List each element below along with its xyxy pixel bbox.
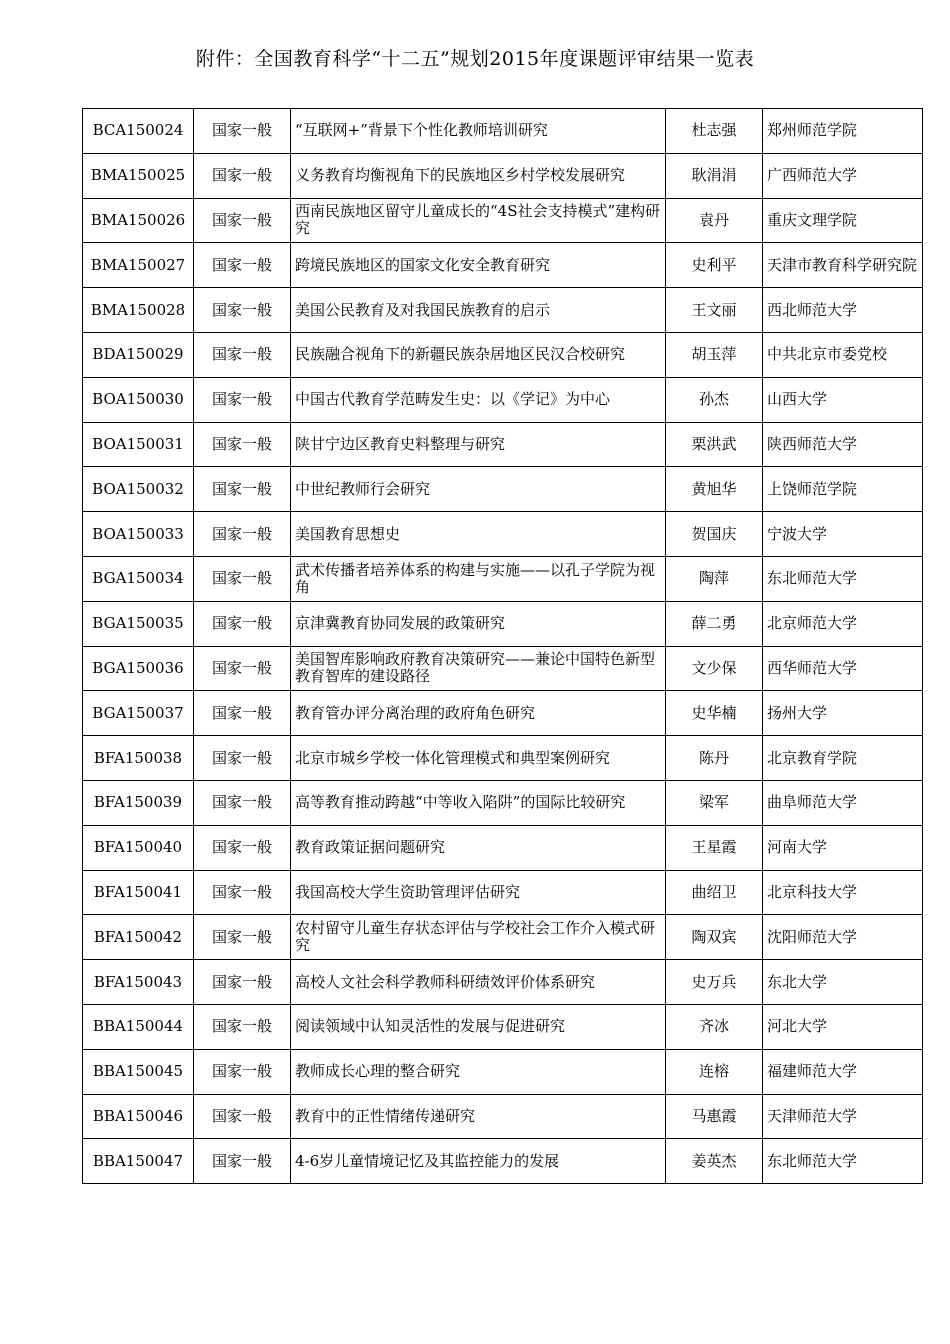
investigator-cell: 王星霞 [666,825,763,870]
investigator-cell: 史华楠 [666,691,763,736]
category-cell: 国家一般 [194,109,291,154]
category-cell: 国家一般 [194,422,291,467]
investigator-cell: 薛二勇 [666,601,763,646]
project-code-cell: BDA150029 [83,332,194,377]
project-title-cell: 美国公民教育及对我国民族教育的启示 [291,288,666,333]
project-code-cell: BFA150041 [83,870,194,915]
project-title-cell: 高校人文社会科学教师科研绩效评价体系研究 [291,960,666,1005]
investigator-cell: 陈丹 [666,736,763,781]
category-cell: 国家一般 [194,870,291,915]
organization-cell: 郑州师范学院 [763,109,923,154]
organization-cell: 北京师范大学 [763,601,923,646]
project-code-cell: BFA150038 [83,736,194,781]
project-title-cell: 中国古代教育学范畴发生史：以《学记》为中心 [291,377,666,422]
investigator-cell: 文少保 [666,646,763,691]
project-code-cell: BFA150039 [83,780,194,825]
investigator-cell: 孙杰 [666,377,763,422]
organization-cell: 陕西师范大学 [763,422,923,467]
table-row [83,601,923,646]
category-cell: 国家一般 [194,1139,291,1184]
organization-cell: 河南大学 [763,825,923,870]
category-cell: 国家一般 [194,243,291,288]
project-title-cell: 跨境民族地区的国家文化安全教育研究 [291,243,666,288]
organization-cell: 北京科技大学 [763,870,923,915]
table-row [83,556,923,601]
investigator-cell: 栗洪武 [666,422,763,467]
table-row [83,691,923,736]
table-row [83,1094,923,1139]
organization-cell: 广西师范大学 [763,153,923,198]
table-row [83,243,923,288]
project-title-cell: 武术传播者培养体系的构建与实施——以孔子学院为视角 [291,556,666,601]
investigator-cell: 曲绍卫 [666,870,763,915]
category-cell: 国家一般 [194,825,291,870]
organization-cell: 东北大学 [763,960,923,1005]
project-code-cell: BGA150037 [83,691,194,736]
category-cell: 国家一般 [194,1004,291,1049]
page-title: 附件：全国教育科学“十二五”规划2015年度课题评审结果一览表 [195,48,755,70]
category-cell: 国家一般 [194,915,291,960]
project-code-cell: BOA150031 [83,422,194,467]
results-table [82,108,923,1184]
investigator-cell: 梁军 [666,780,763,825]
project-code-cell: BBA150044 [83,1004,194,1049]
table-row [83,1004,923,1049]
investigator-cell: 陶双宾 [666,915,763,960]
project-title-cell: 农村留守儿童生存状态评估与学校社会工作介入模式研究 [291,915,666,960]
project-code-cell: BMA150025 [83,153,194,198]
category-cell: 国家一般 [194,1094,291,1139]
project-title-cell: 我国高校大学生资助管理评估研究 [291,870,666,915]
project-code-cell: BBA150046 [83,1094,194,1139]
category-cell: 国家一般 [194,556,291,601]
organization-cell: 东北师范大学 [763,1139,923,1184]
category-cell: 国家一般 [194,691,291,736]
project-code-cell: BMA150027 [83,243,194,288]
category-cell: 国家一般 [194,601,291,646]
category-cell: 国家一般 [194,736,291,781]
category-cell: 国家一般 [194,960,291,1005]
category-cell: 国家一般 [194,198,291,243]
category-cell: 国家一般 [194,512,291,557]
project-code-cell: BOA150032 [83,467,194,512]
project-code-cell: BBA150045 [83,1049,194,1094]
organization-cell: 西华师范大学 [763,646,923,691]
project-title-cell: 教育政策证据问题研究 [291,825,666,870]
category-cell: 国家一般 [194,153,291,198]
project-code-cell: BGA150036 [83,646,194,691]
project-code-cell: BMA150026 [83,198,194,243]
investigator-cell: 王文丽 [666,288,763,333]
project-code-cell: BFA150040 [83,825,194,870]
project-title-cell: 教育中的正性情绪传递研究 [291,1094,666,1139]
project-title-cell: 教师成长心理的整合研究 [291,1049,666,1094]
table-row [83,1139,923,1184]
organization-cell: 中共北京市委党校 [763,332,923,377]
table-row [83,377,923,422]
organization-cell: 河北大学 [763,1004,923,1049]
organization-cell: 北京教育学院 [763,736,923,781]
investigator-cell: 袁丹 [666,198,763,243]
project-title-cell: 西南民族地区留守儿童成长的“4S社会支持模式”建构研究 [291,198,666,243]
project-title-cell: “互联网+”背景下个性化教师培训研究 [291,109,666,154]
project-title-cell: 民族融合视角下的新疆民族杂居地区民汉合校研究 [291,332,666,377]
table-row [83,288,923,333]
project-title-cell: 陕甘宁边区教育史料整理与研究 [291,422,666,467]
organization-cell: 天津师范大学 [763,1094,923,1139]
project-title-cell: 美国教育思想史 [291,512,666,557]
investigator-cell: 黄旭华 [666,467,763,512]
category-cell: 国家一般 [194,646,291,691]
project-title-cell: 4-6岁儿童情境记忆及其监控能力的发展 [291,1139,666,1184]
category-cell: 国家一般 [194,377,291,422]
category-cell: 国家一般 [194,1049,291,1094]
category-cell: 国家一般 [194,780,291,825]
project-title-cell: 高等教育推动跨越“中等收入陷阱”的国际比较研究 [291,780,666,825]
investigator-cell: 史万兵 [666,960,763,1005]
organization-cell: 福建师范大学 [763,1049,923,1094]
project-code-cell: BOA150033 [83,512,194,557]
table-row [83,870,923,915]
project-title-cell: 中世纪教师行会研究 [291,467,666,512]
investigator-cell: 齐冰 [666,1004,763,1049]
investigator-cell: 马惠霞 [666,1094,763,1139]
organization-cell: 上饶师范学院 [763,467,923,512]
investigator-cell: 胡玉萍 [666,332,763,377]
project-code-cell: BBA150047 [83,1139,194,1184]
investigator-cell: 史利平 [666,243,763,288]
table-row [83,198,923,243]
project-code-cell: BCA150024 [83,109,194,154]
organization-cell: 东北师范大学 [763,556,923,601]
investigator-cell: 杜志强 [666,109,763,154]
project-title-cell: 北京市城乡学校一体化管理模式和典型案例研究 [291,736,666,781]
table-row [83,467,923,512]
table-row [83,332,923,377]
organization-cell: 宁波大学 [763,512,923,557]
organization-cell: 曲阜师范大学 [763,780,923,825]
organization-cell: 山西大学 [763,377,923,422]
table-row [83,960,923,1005]
table-row [83,1049,923,1094]
table-row [83,422,923,467]
results-table-body [83,109,923,1184]
project-code-cell: BGA150035 [83,601,194,646]
project-code-cell: BMA150028 [83,288,194,333]
investigator-cell: 陶萍 [666,556,763,601]
organization-cell: 西北师范大学 [763,288,923,333]
table-row [83,780,923,825]
investigator-cell: 耿涓涓 [666,153,763,198]
table-row [83,825,923,870]
project-title-cell: 京津冀教育协同发展的政策研究 [291,601,666,646]
organization-cell: 扬州大学 [763,691,923,736]
category-cell: 国家一般 [194,467,291,512]
table-row [83,153,923,198]
table-row [83,736,923,781]
investigator-cell: 贺国庆 [666,512,763,557]
organization-cell: 沈阳师范大学 [763,915,923,960]
project-code-cell: BFA150043 [83,960,194,1005]
project-code-cell: BFA150042 [83,915,194,960]
category-cell: 国家一般 [194,288,291,333]
table-row [83,915,923,960]
project-title-cell: 教育管办评分离治理的政府角色研究 [291,691,666,736]
project-title-cell: 义务教育均衡视角下的民族地区乡村学校发展研究 [291,153,666,198]
table-row [83,646,923,691]
investigator-cell: 姜英杰 [666,1139,763,1184]
table-row [83,512,923,557]
investigator-cell: 连榕 [666,1049,763,1094]
organization-cell: 重庆文理学院 [763,198,923,243]
project-code-cell: BOA150030 [83,377,194,422]
organization-cell: 天津市教育科学研究院 [763,243,923,288]
project-title-cell: 阅读领域中认知灵活性的发展与促进研究 [291,1004,666,1049]
table-row [83,109,923,154]
category-cell: 国家一般 [194,332,291,377]
project-code-cell: BGA150034 [83,556,194,601]
project-title-cell: 美国智库影响政府教育决策研究——兼论中国特色新型教育智库的建设路径 [291,646,666,691]
